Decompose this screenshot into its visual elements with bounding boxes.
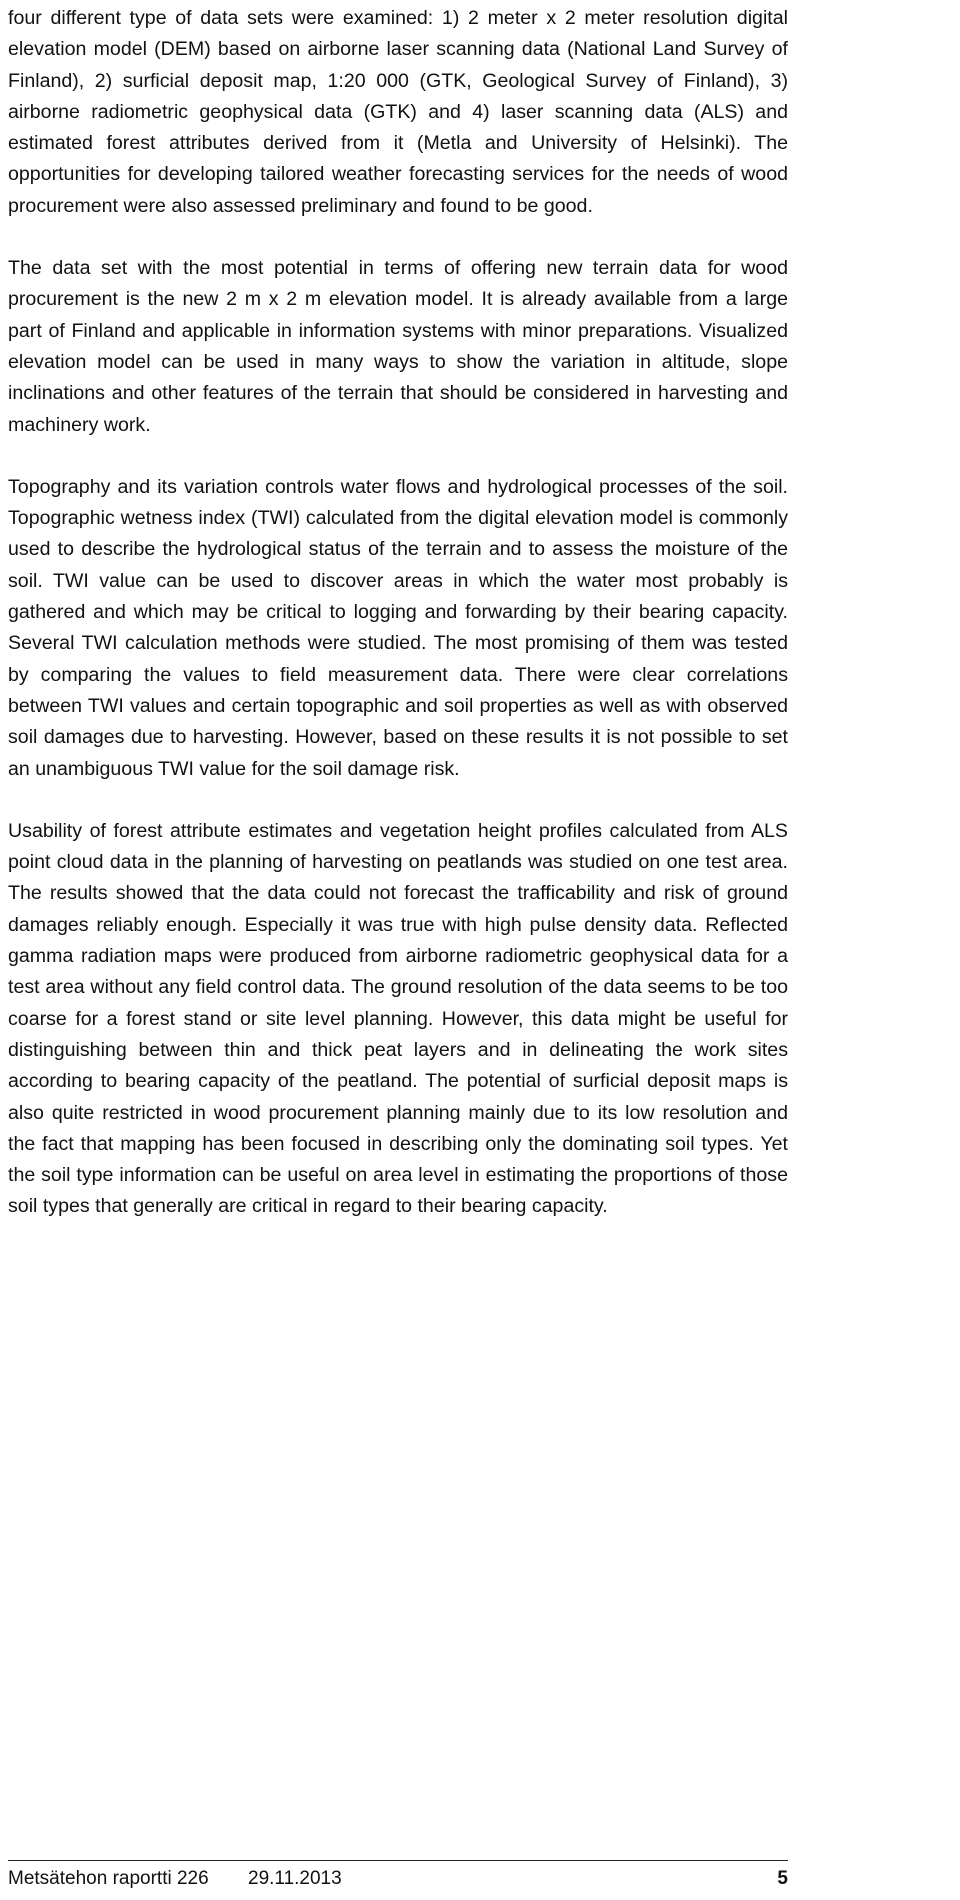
body-text: [8, 0, 788, 1254]
footer-divider: [8, 1860, 788, 1861]
paragraph-data-sets: four different type of data sets were examined: 1) 2 meter x 2 meter resolution digital elevation model (DEM) based on airborne laser scanning data (National Land Survey of Finland), 2) surficial deposit map, 1:20 000 (GTK, Geological Survey of Finland), 3) airborne radiometric geophysical data (GTK) and 4) laser scanning data (ALS) and estimated forest attributes derived from it (Metla and University of Helsinki). The opportunities for developing tailored weather forecasting services for the needs of wood procurement were also assessed preliminary and found to be good.: [8, 7, 788, 217]
paragraph-forest-attributes: Usability of forest attribute estimates and vegetation height profiles calculated from ALS point cloud data in the planning of harvesting on peatlands was studied on one test area. The results showed that the data could not forecast the trafficability and risk of ground damages reliably enough. Especially it was true with high pulse density data. Reflected gamma radiation maps were produced from airborne radiometric geophysical data for a test area without any field control data. The ground resolution of the data seems to be too coarse for a forest stand or site level planning. However, this data might be useful for distinguishing between thin and thick peat layers and in delineating the work sites according to bearing capacity of the peatland. The potential of surficial deposit maps is also quite restricted in wood procurement planning mainly due to its low resolution and the fact that mapping has been focused in describing only the dominating soil types. Yet the soil type information can be useful on area level in estimating the proportions of those soil types that generally are critical in regard to their bearing capacity.: [8, 819, 788, 1218]
footer-publication: Metsätehon raportti 226: [8, 1868, 209, 1889]
footer-date: 29.11.2013: [248, 1868, 342, 1889]
page-number: 5: [777, 1868, 788, 1889]
page-footer: [8, 1860, 788, 1900]
paragraph-elevation-model: The data set with the most potential in terms of offering new terrain data for wood procurement is the new 2 m x 2 m elevation model. It is already available from a large part of Finland and applicable in information systems with minor preparations. Visualized elevation model can be used in many ways to show the variation in altitude, slope inclinations and other features of the terrain that should be considered in harvesting and machinery work.: [8, 257, 788, 436]
paragraph-topography-twi: Topography and its variation controls water flows and hydrological processes of the soil. Topographic wetness index (TWI) calculated from the digital elevation model is commonly used to describe the hydrological status of the terrain and to assess the moisture of the soil. TWI value can be used to discover areas in which the water most probably is gathered and which may be critical to logging and forwarding by their bearing capacity. Several TWI calculation methods were studied. The most promising of them was tested by comparing the values to field measurement data. There were clear correlations between TWI values and certain topographic and soil properties as well as with observed soil damages due to harvesting. However, based on these results it is not possible to set an unambiguous TWI value for the soil damage risk.: [8, 475, 788, 780]
